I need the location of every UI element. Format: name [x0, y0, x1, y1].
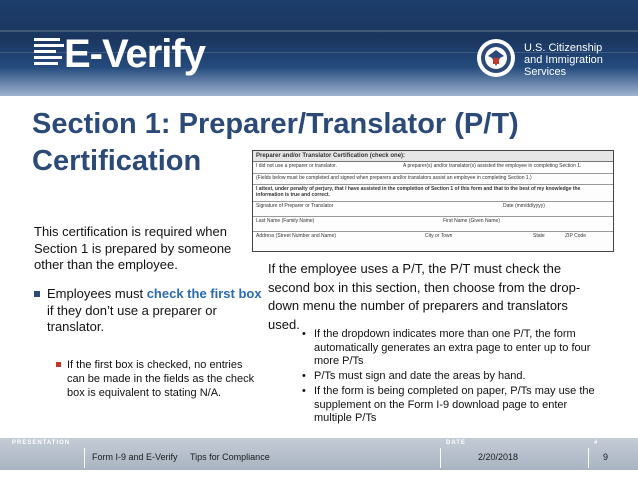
list-item: [300, 370, 606, 384]
form-signature-label: Signature of Preparer or Translator: [256, 203, 334, 209]
footer-divider: [588, 448, 589, 468]
footer-page-number: 9: [603, 452, 609, 462]
footer-number-label: #: [594, 440, 598, 446]
bullet-dot-icon: •: [302, 384, 306, 397]
footer-subtitle: Tips for Compliance: [190, 452, 270, 462]
intro-text: This certification is required when Section 1 is prepared by someone other than the employee.: [34, 224, 232, 272]
footer-divider: [84, 448, 85, 468]
bullet-text: [47, 286, 264, 336]
form-row-signature: [253, 202, 613, 217]
bullet-text-pre: Employees must: [47, 286, 147, 301]
form-attest: [253, 185, 613, 202]
form-address-label: Address (Street Number and Name): [256, 233, 337, 239]
right-bullet-list: [300, 328, 606, 427]
agency-line: U.S. Citizenship: [524, 42, 603, 54]
list-item-text: P/Ts must sign and date the areas by hand.: [314, 370, 526, 383]
footer-date-label: DATE: [446, 440, 466, 446]
list-item-text: If the dropdown indicates more than one P/T, the form automatically generates an extra page to enter up to four more P/Ts: [314, 328, 591, 368]
form-last-name-label: Last Name (Family Name): [256, 218, 315, 224]
right-intro-text: If the employee uses a P/T, the P/T must check the second box in this section, then choose from the drop-down menu the number of preparers and translators used.: [268, 261, 581, 332]
form-zip-label: ZIP Code: [565, 233, 587, 239]
form-note: [253, 174, 613, 185]
bullet-dot-icon: •: [302, 328, 306, 340]
form-note-text: (Fields below must be completed and signed when preparers and/or translators assist an employee in completing Section 1.): [256, 175, 532, 181]
sub-bullet-first-box: [56, 358, 261, 400]
footer-divider: [440, 448, 441, 468]
agency-line: and Immigration: [524, 54, 603, 66]
footer-bar: [0, 438, 638, 470]
form-checkbox-2: A preparer(s) and/or translator(s) assisted the employee in completing Section 1.: [403, 163, 582, 169]
agency-name: [524, 42, 603, 78]
bullet-text-post: if they don’t use a preparer or translator.: [47, 302, 217, 334]
form-city-label: City or Town: [425, 233, 453, 239]
everify-logo: E-Verify: [64, 32, 205, 76]
sub-bullet-square-icon: [56, 362, 61, 367]
form-attest-text: I attest, under penalty of perjury, that I have assisted in the completion of Section 1 of this form and that to the best of my knowledge the information is true and correct.: [256, 186, 581, 198]
footer-title: Form I-9 and E-Verify: [92, 452, 178, 462]
list-item-text: If the form is being completed on paper, P/Ts may use the supplement on the Form I-9 download page to enter multiple P/Ts: [314, 384, 595, 425]
bullet-employees: [34, 286, 264, 336]
sub-bullet-text: If the first box is checked, no entries can be made in the fields as the check box is equivalent to stating N/A.: [67, 359, 255, 399]
form-row-address: [253, 232, 613, 246]
form-date-label: Date (mm/dd/yyyy): [503, 203, 545, 209]
list-item: [300, 328, 606, 369]
dhs-seal-icon: [476, 38, 516, 78]
form-checkbox-row: [253, 162, 613, 174]
agency-line: Services: [524, 66, 567, 78]
bullet-highlight: check the first box: [146, 286, 262, 301]
form-section-image: [252, 150, 614, 252]
everify-logo-bars-icon: [34, 38, 68, 72]
slide-title-line: Certification: [32, 145, 202, 177]
form-checkbox-1: I did not use a preparer or translator.: [256, 163, 337, 169]
form-first-name-label: First Name (Given Name): [443, 218, 500, 224]
form-state-label: State: [533, 233, 545, 239]
footer-presentation-label: PRESENTATION: [12, 440, 71, 446]
footer-date: 2/20/2018: [478, 452, 519, 462]
bullet-dot-icon: •: [302, 370, 306, 383]
form-heading: Preparer and/or Translator Certification (check one):: [253, 151, 613, 162]
bullet-square-icon: [34, 291, 40, 297]
form-row-names: [253, 217, 613, 232]
header-banner: [0, 0, 638, 96]
slide-title-line: Section 1: Preparer/Translator (P/T): [32, 108, 519, 140]
list-item: [300, 385, 606, 426]
